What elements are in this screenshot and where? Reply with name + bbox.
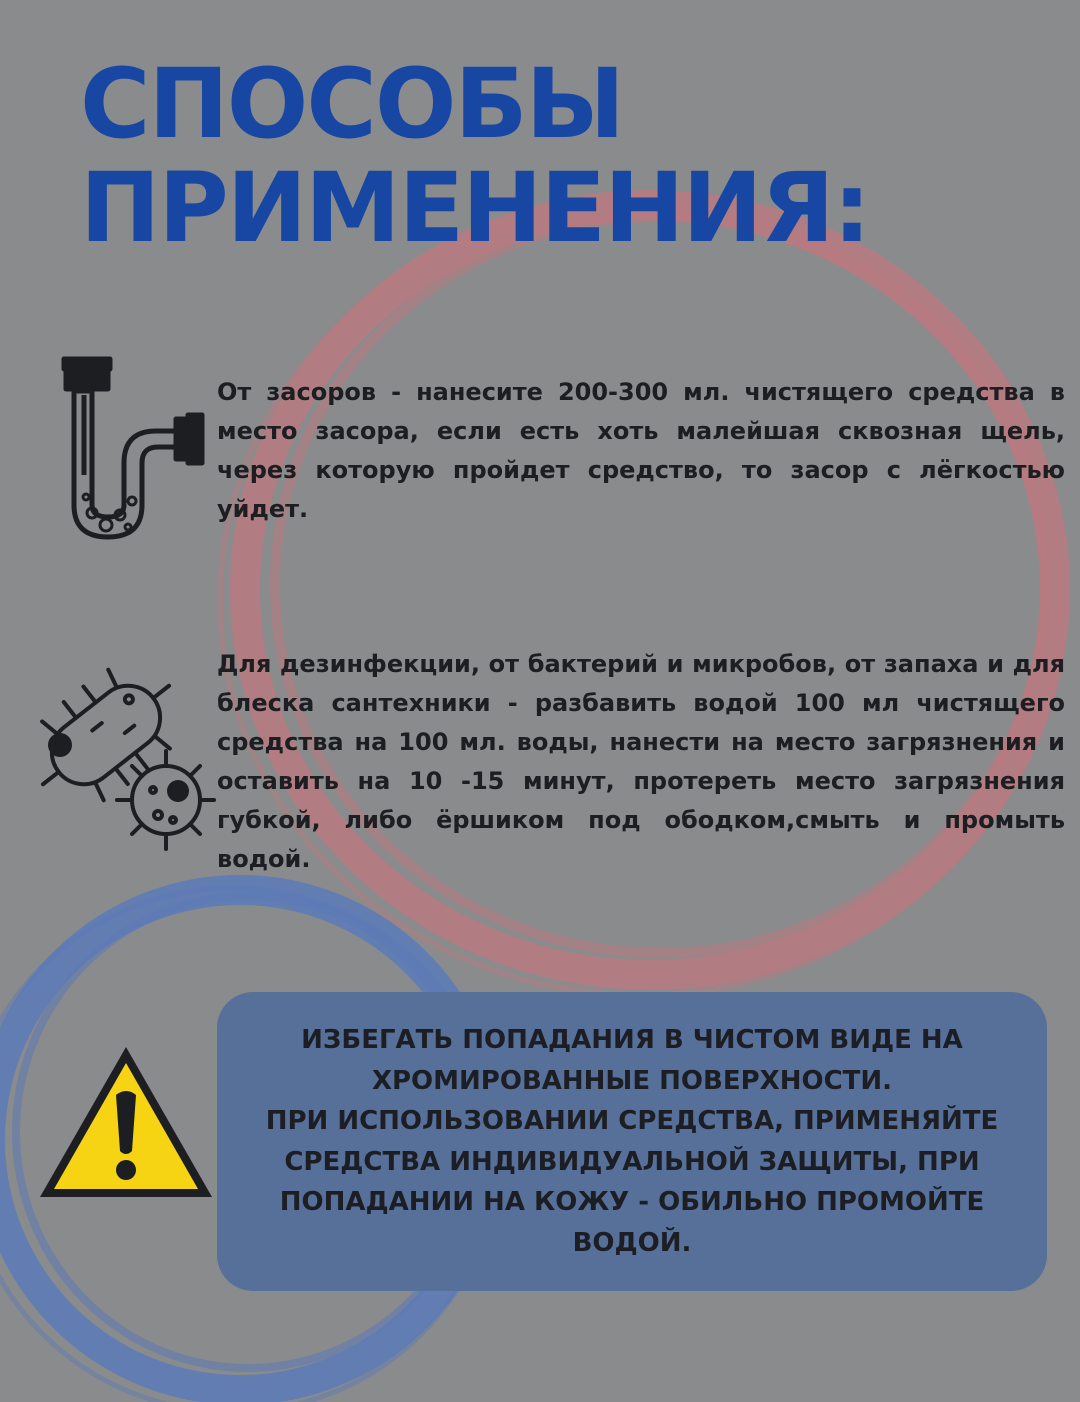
- warning-line-4: СРЕДСТВА ИНДИВИДУАЛЬНОЙ ЗАЩИТЫ, ПРИ: [284, 1146, 980, 1177]
- instruction-disinfection-text: Для дезинфекции, от бактерий и микробов, от запаха и для блеска сантехники - разбавить водой 100 мл чистящего средства на 100 мл. воды, нанести на место загрязнения и оставить на 10 -15 минут, протереть место загрязнения губкой, либо ёршиком под ободком,смыть и промыть водой.: [217, 650, 1065, 873]
- warning-line-3: ПРИ ИСПОЛЬЗОВАНИИ СРЕДСТВА, ПРИМЕНЯЙТЕ: [265, 1106, 999, 1136]
- warning-line-1: ИЗБЕГАТЬ ПОПАДАНИЯ В ЧИСТОМ ВИДЕ НА: [301, 1025, 963, 1055]
- title-line-1: СПОСОБЫ: [80, 48, 624, 160]
- instruction-clogs-text: От засоров - нанесите 200-300 мл. чистящего средства в место засора, если есть хоть малейшая сквозная щель, через которую пройдет средство, то засор с лёгкостью уйдет.: [217, 378, 1065, 523]
- page-title: [80, 48, 870, 264]
- warning-line-6: ВОДОЙ.: [572, 1227, 692, 1258]
- warning-text: [232, 1020, 1032, 1263]
- warning-icon: [36, 1043, 216, 1203]
- warning-line-2: ХРОМИРОВАННЫЕ ПОВЕРХНОСТИ.: [371, 1065, 893, 1096]
- warning-box: [217, 992, 1047, 1291]
- title-line-2: ПРИМЕНЕНИЯ:: [80, 152, 870, 264]
- pipe-icon: [58, 355, 208, 545]
- bacteria-icon: [18, 655, 218, 855]
- warning-line-5: ПОПАДАНИИ НА КОЖУ - ОБИЛЬНО ПРОМОЙТЕ: [279, 1187, 985, 1217]
